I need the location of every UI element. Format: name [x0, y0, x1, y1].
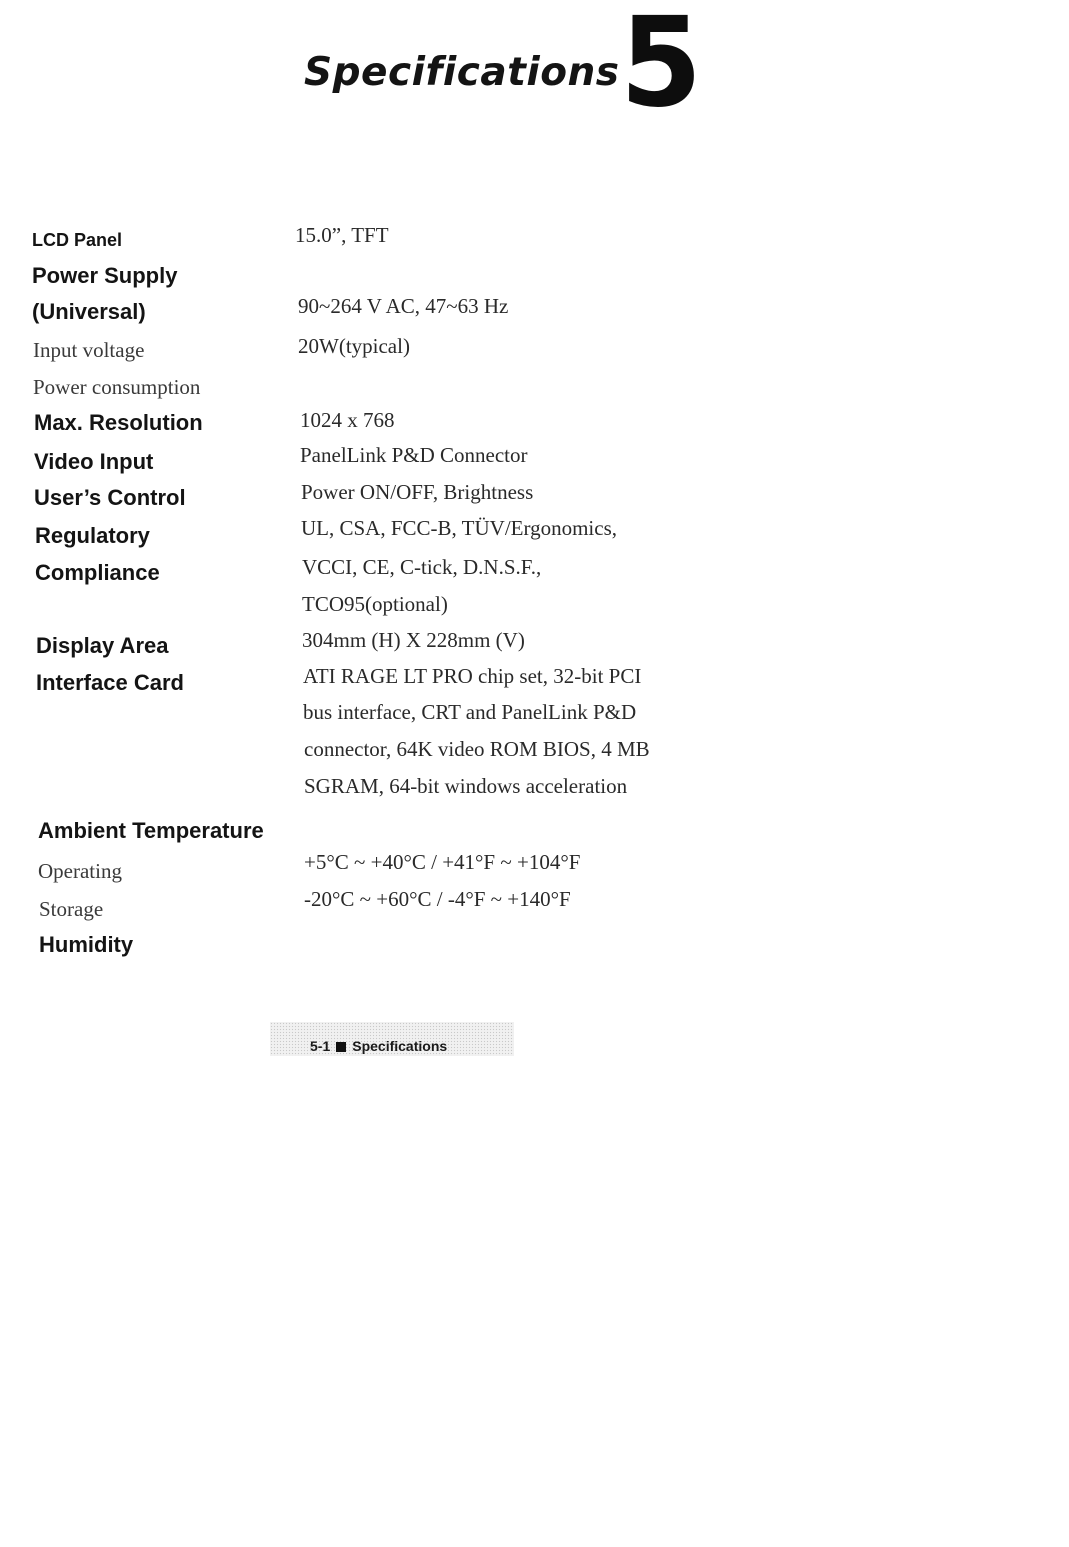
value-interface-card-line-3: connector, 64K video ROM BIOS, 4 MB — [304, 737, 650, 761]
label-power-consumption: Power consumption — [33, 375, 201, 399]
value-operating: +5°C ~ +40°C / +41°F ~ +104°F — [304, 850, 581, 874]
value-interface-card-line-4: SGRAM, 64-bit windows acceleration — [304, 774, 628, 798]
label-compliance: Compliance — [35, 560, 160, 585]
label-users-control: User’s Control — [34, 485, 186, 510]
value-regulatory-line-3: TCO95(optional) — [302, 592, 448, 616]
label-lcd-panel: LCD Panel — [32, 230, 123, 250]
label-operating: Operating — [38, 859, 122, 883]
value-lcd-panel: 15.0”, TFT — [295, 223, 389, 247]
value-input-voltage: 90~264 V AC, 47~63 Hz — [298, 294, 509, 318]
value-regulatory-line-2: VCCI, CE, C-tick, D.N.S.F., — [302, 555, 542, 579]
footer-label — [310, 1038, 447, 1054]
label-humidity: Humidity — [39, 932, 134, 957]
label-universal: (Universal) — [32, 299, 146, 324]
value-display-area: 304mm (H) X 228mm (V) — [302, 628, 525, 652]
chapter-number: 5 — [620, 0, 703, 135]
footer-section-name: Specifications — [352, 1038, 448, 1054]
label-storage: Storage — [39, 897, 104, 921]
label-ambient-temperature: Ambient Temperature — [38, 818, 264, 843]
value-max-resolution: 1024 x 768 — [300, 408, 395, 432]
label-power-supply: Power Supply — [32, 263, 178, 288]
footer-page-number: 5-1 — [310, 1038, 331, 1054]
value-users-control: Power ON/OFF, Brightness — [301, 480, 534, 504]
label-video-input: Video Input — [34, 449, 154, 474]
label-input-voltage: Input voltage — [33, 338, 145, 362]
label-display-area: Display Area — [36, 633, 169, 658]
value-regulatory-line-1: UL, CSA, FCC-B, TÜV/Ergonomics, — [301, 516, 618, 540]
chapter-title: Specifications — [304, 50, 620, 95]
value-power-consumption: 20W(typical) — [298, 334, 410, 358]
label-regulatory: Regulatory — [35, 523, 150, 548]
value-interface-card-line-2: bus interface, CRT and PanelLink P&D — [303, 700, 637, 724]
value-storage: -20°C ~ +60°C / -4°F ~ +140°F — [304, 887, 571, 911]
footer-bar — [270, 1022, 514, 1056]
label-max-resolution: Max. Resolution — [34, 410, 203, 435]
label-interface-card: Interface Card — [36, 670, 184, 695]
value-video-input: PanelLink P&D Connector — [300, 443, 528, 467]
square-bullet-icon — [336, 1042, 346, 1052]
value-interface-card-line-1: ATI RAGE LT PRO chip set, 32-bit PCI — [303, 664, 642, 688]
